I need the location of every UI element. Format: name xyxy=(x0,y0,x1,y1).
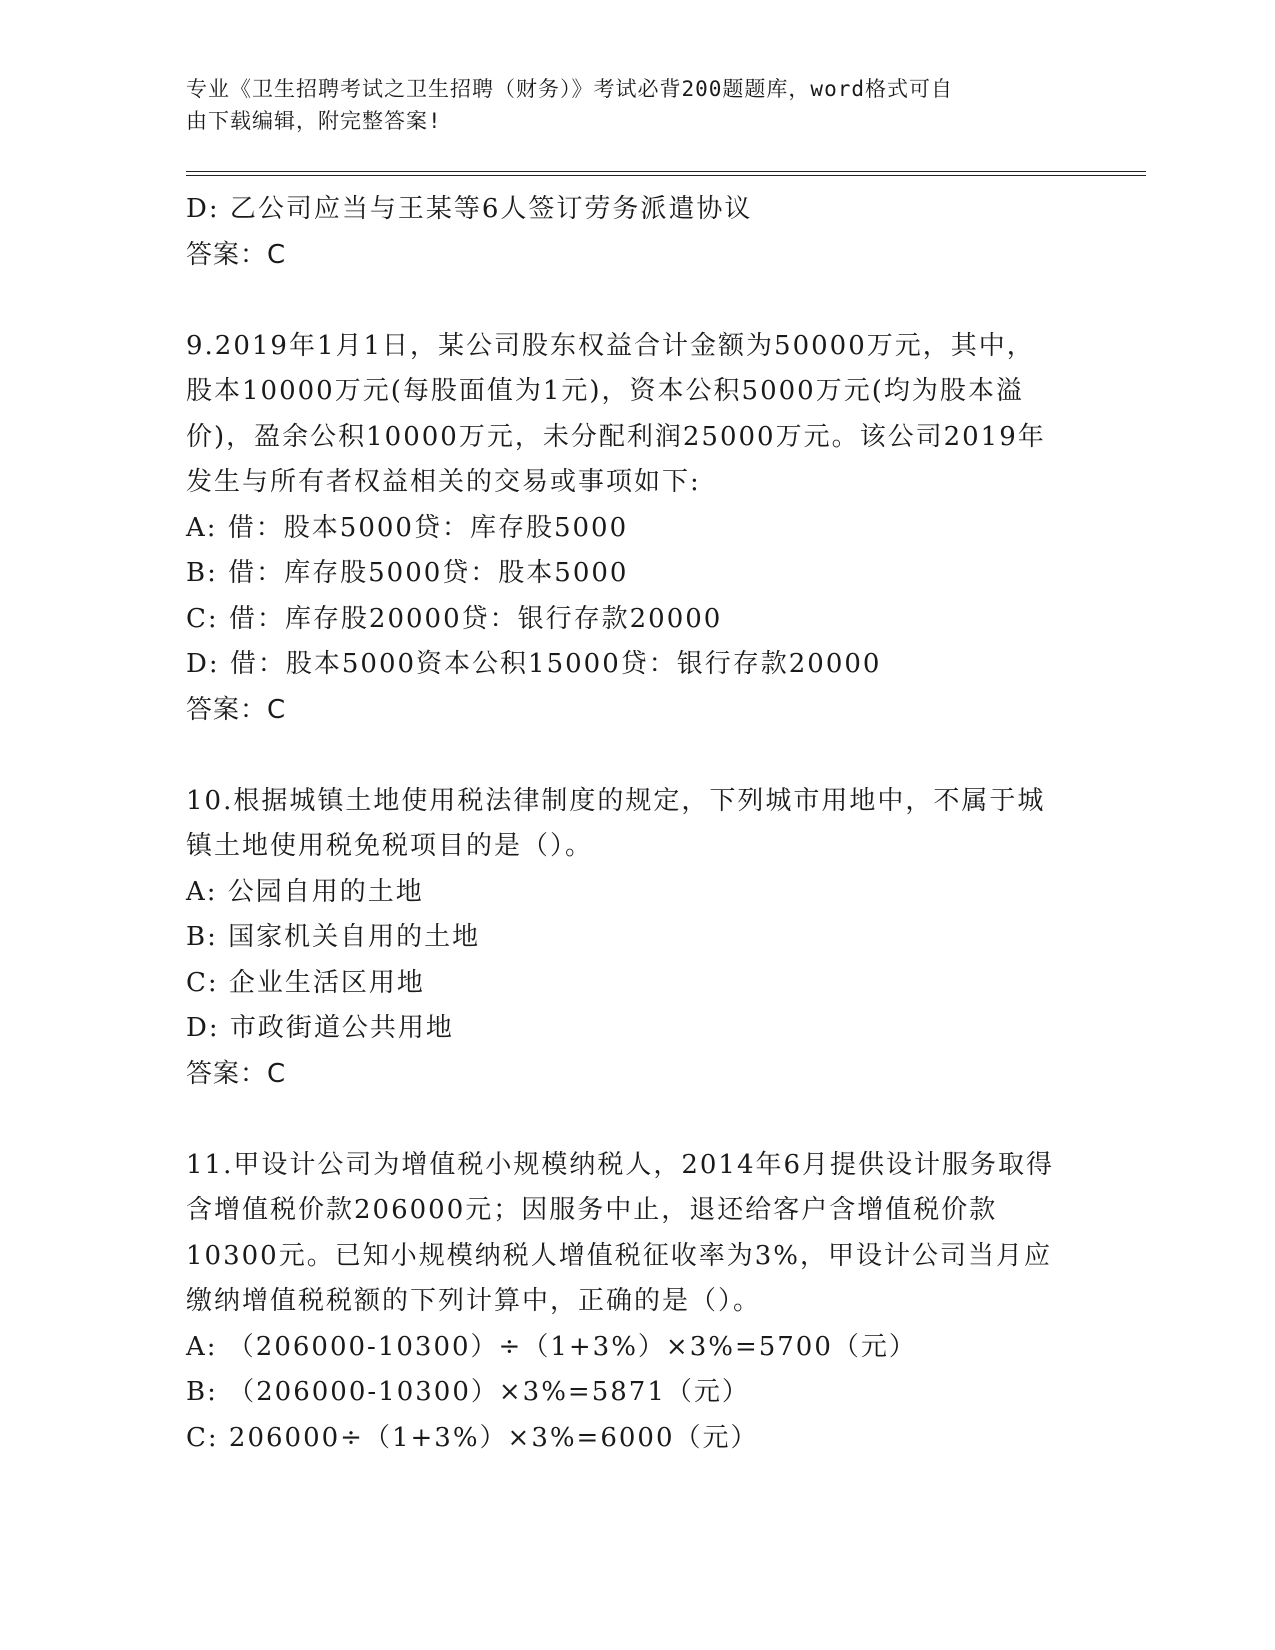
question-stem-line: 缴纳增值税税额的下列计算中，正确的是（）。 xyxy=(186,1286,762,1316)
question-11 xyxy=(186,1143,1086,1462)
document-body xyxy=(186,187,1086,1461)
header-divider-bottom xyxy=(186,175,1146,176)
question-stem-line: 10.根据城镇土地使用税法律制度的规定，下列城市用地中，不属于城 xyxy=(186,785,1046,816)
option-c: C: 借：库存股20000贷：银行存款20000 xyxy=(186,603,723,634)
option-a: A: 公园自用的土地 xyxy=(186,876,424,907)
option-b: B: （206000-10300）×3%=5871（元） xyxy=(186,1377,750,1407)
answer: 答案：C xyxy=(186,1058,287,1089)
question-stem-line: 价)，盈余公积10000万元，未分配利润25000万元。该公司2019年 xyxy=(186,421,1046,452)
option-b: B: 国家机关自用的土地 xyxy=(186,922,481,952)
question-9 xyxy=(186,324,1086,734)
option-d: D: 市政街道公共用地 xyxy=(186,1013,454,1043)
option-a: A: （206000-10300）÷（1+3%）×3%=5700（元） xyxy=(186,1331,917,1362)
header-divider-top xyxy=(186,171,1146,172)
spacer xyxy=(186,733,1086,779)
option-d: D: 借：股本5000资本公积15000贷：银行存款20000 xyxy=(186,649,882,679)
option-c: C: 206000÷（1+3%）×3%=6000（元） xyxy=(186,1422,759,1453)
option-d: D: 乙公司应当与王某等6人签订劳务派遣协议 xyxy=(186,194,753,224)
header-line-1: 专业《卫生招聘考试之卫生招聘（财务）》考试必背200题题库，word格式可自 xyxy=(186,77,953,101)
question-8-tail xyxy=(186,187,1086,278)
answer: 答案：C xyxy=(186,239,287,270)
question-stem-line: 股本10000万元(每股面值为1元)，资本公积5000万元(均为股本溢 xyxy=(186,376,1024,406)
question-stem-line: 11.甲设计公司为增值税小规模纳税人，2014年6月提供设计服务取得 xyxy=(186,1149,1055,1180)
question-10 xyxy=(186,779,1086,1098)
question-stem-line: 含增值税价款206000元；因服务中止，退还给客户含增值税价款 xyxy=(186,1195,998,1225)
option-b: B: 借：库存股5000贷：股本5000 xyxy=(186,558,629,588)
option-a: A: 借：股本5000贷：库存股5000 xyxy=(186,512,629,543)
spacer xyxy=(186,1097,1086,1143)
question-stem-line: 发生与所有者权益相关的交易或事项如下: xyxy=(186,467,701,497)
header-line-2: 由下载编辑，附完整答案! xyxy=(186,109,442,133)
page-header xyxy=(186,73,1066,137)
question-stem-line: 10300元。已知小规模纳税人增值税征收率为3%，甲设计公司当月应 xyxy=(186,1240,1052,1271)
question-stem-line: 9.2019年1月1日，某公司股东权益合计金额为50000万元，其中， xyxy=(186,330,1035,361)
spacer xyxy=(186,278,1086,324)
question-stem-line: 镇土地使用税免税项目的是（）。 xyxy=(186,831,594,861)
option-c: C: 企业生活区用地 xyxy=(186,967,425,998)
answer: 答案：C xyxy=(186,694,287,725)
